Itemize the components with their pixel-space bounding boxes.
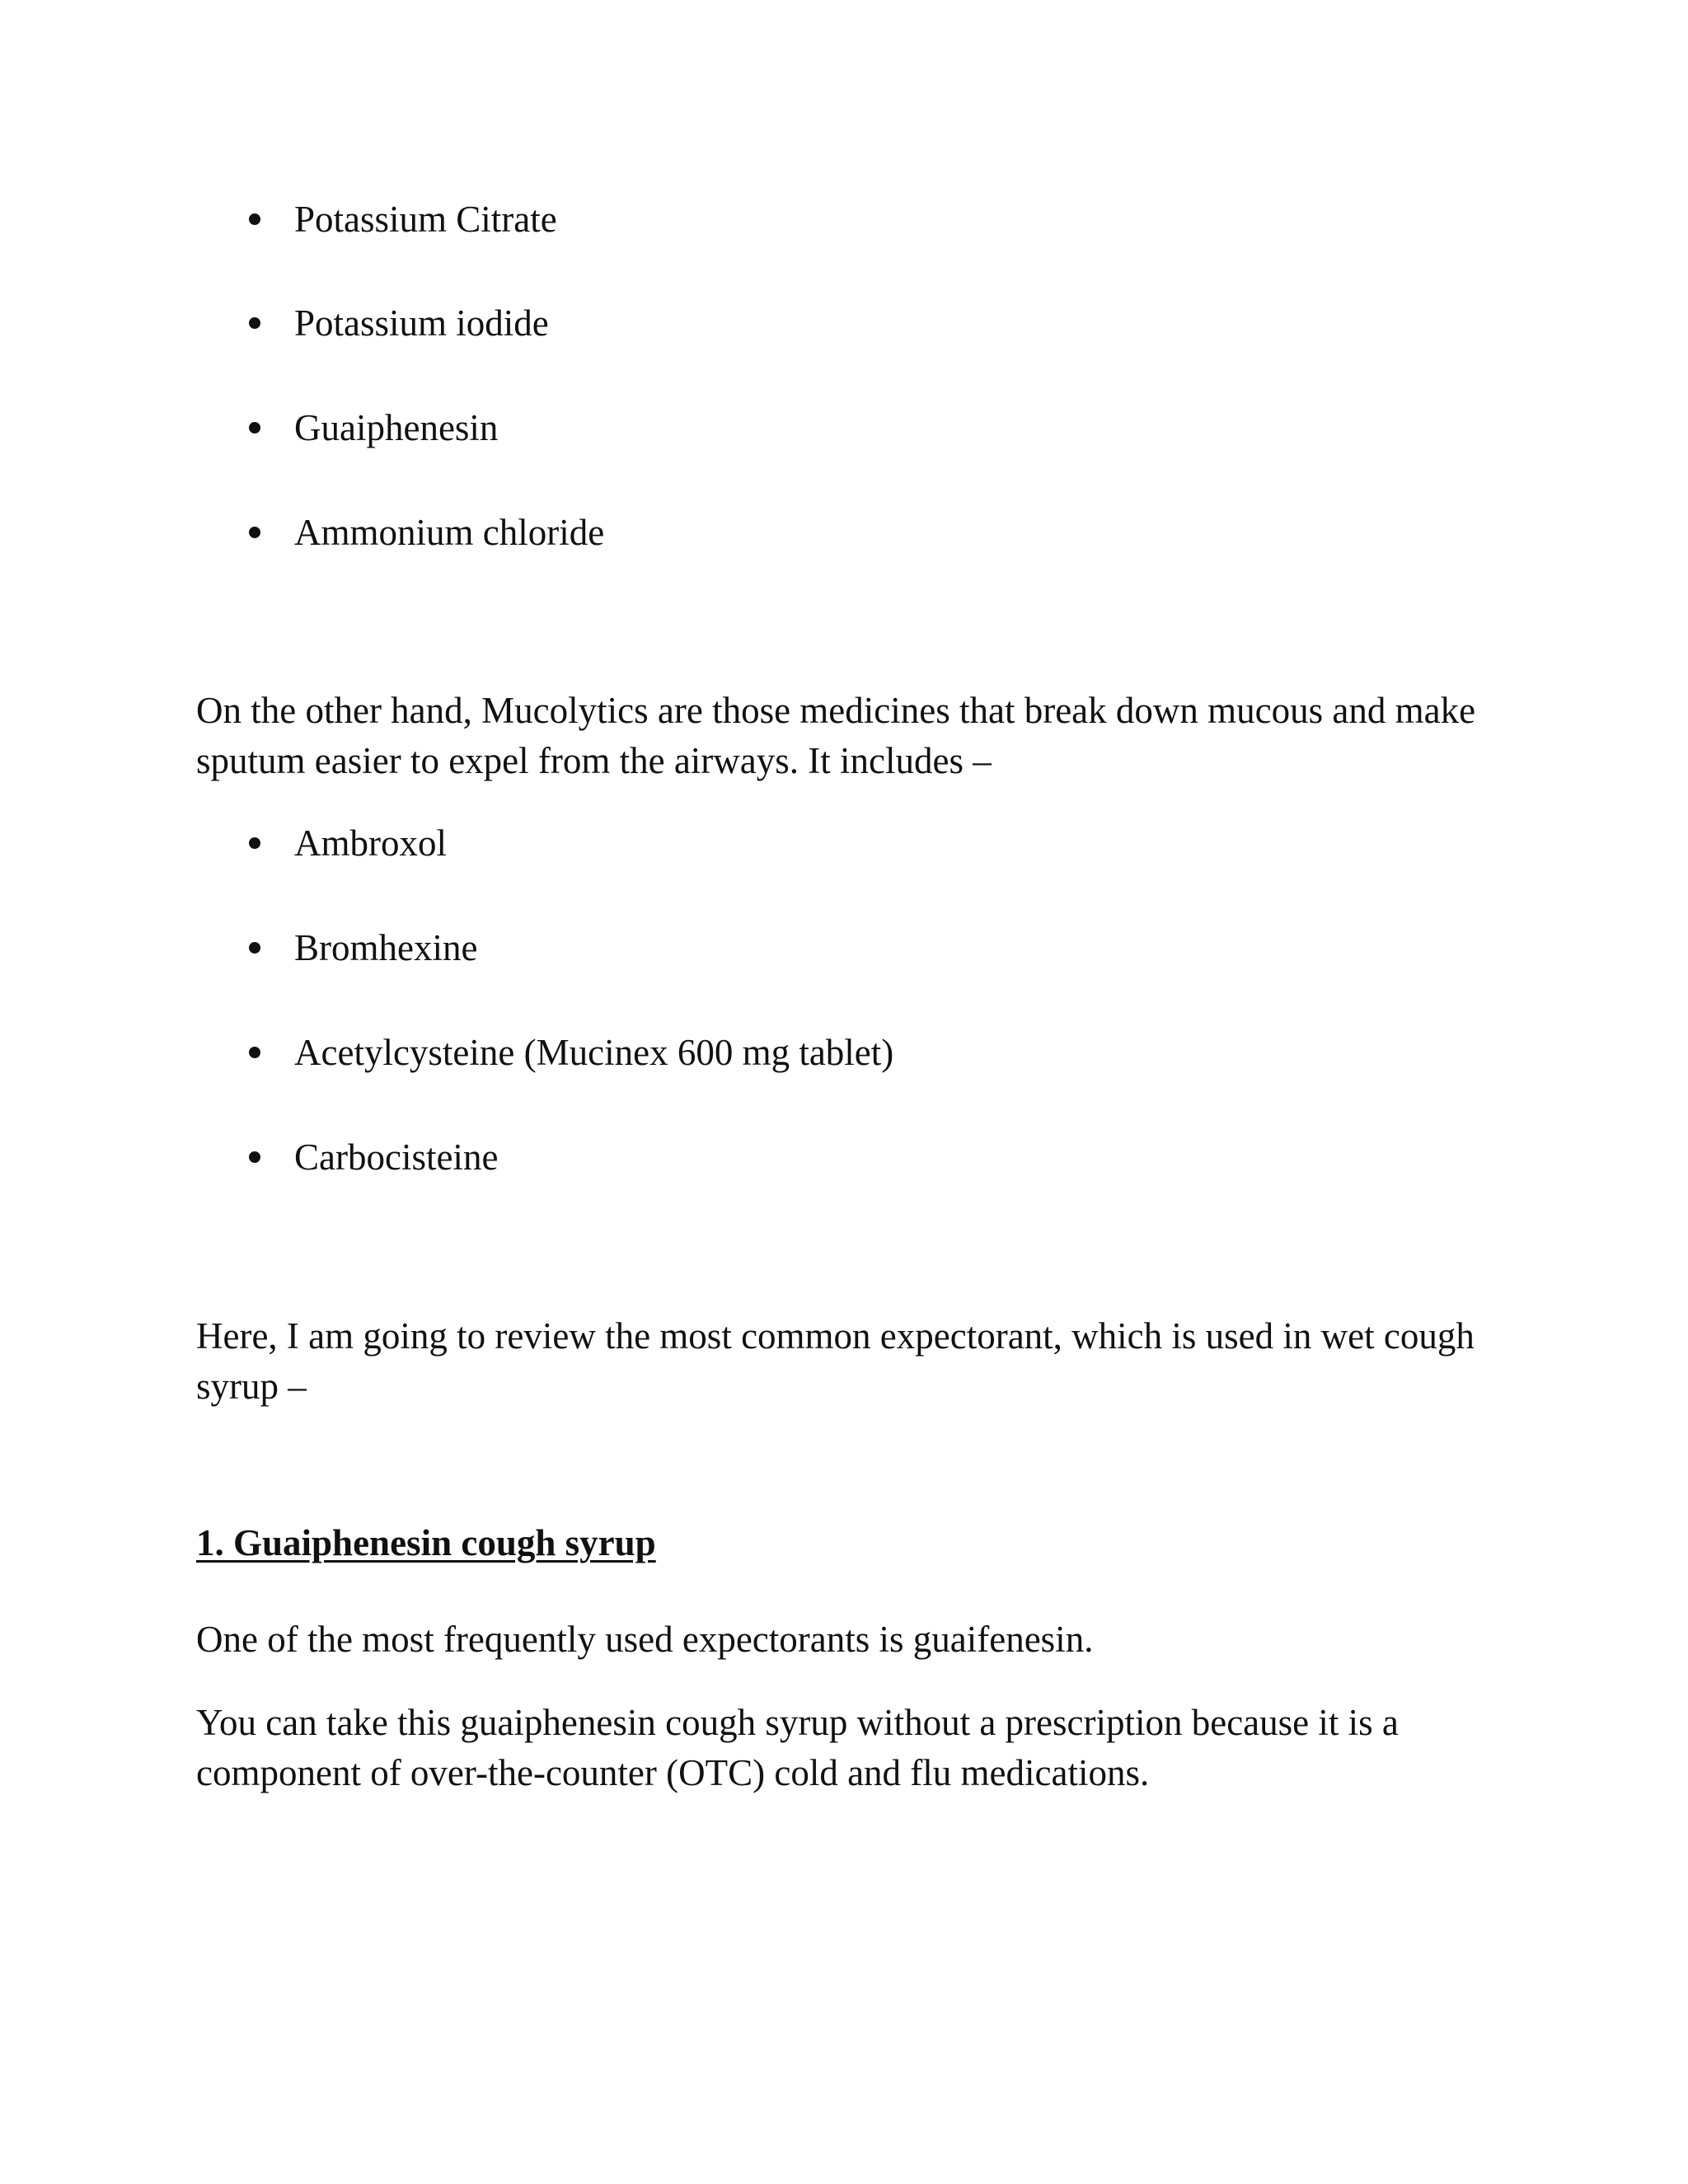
list-item-text: Potassium Citrate [294,199,557,240]
bullet-icon [249,837,260,849]
bullet-icon [249,942,260,954]
bullet-icon [249,213,260,225]
list-item-text: Acetylcysteine (Mucinex 600 mg tablet) [294,1032,894,1073]
section-paragraph: You can take this guaiphenesin cough syrup without a prescription because it is a component of over-the-counter (OTC) cold and flu medications. [196,1702,1399,1793]
bullet-icon [249,527,260,538]
list-item-text: Ambroxol [294,823,447,864]
bullet-icon [249,1047,260,1058]
section-paragraph: One of the most frequently used expectorants is guaifenesin. [196,1619,1094,1660]
bullet-icon [249,1151,260,1163]
list-item-text: Guaiphenesin [294,407,499,448]
bullet-icon [249,317,260,329]
review-intro-paragraph: Here, I am going to review the most common expectorant, which is used in wet cough syrup – [196,1315,1475,1407]
list-item-text: Carbocisteine [294,1137,499,1178]
bullet-icon [249,422,260,434]
list-item-text: Potassium iodide [294,302,549,344]
list-item-text: Ammonium chloride [294,512,605,553]
section-heading: 1. Guaiphenesin cough syrup [196,1522,656,1563]
mucolytics-intro-paragraph: On the other hand, Mucolytics are those medicines that break down mucous and make sputum easier to expel from the airways. It includes – [196,690,1476,781]
list-item-text: Bromhexine [294,927,478,968]
